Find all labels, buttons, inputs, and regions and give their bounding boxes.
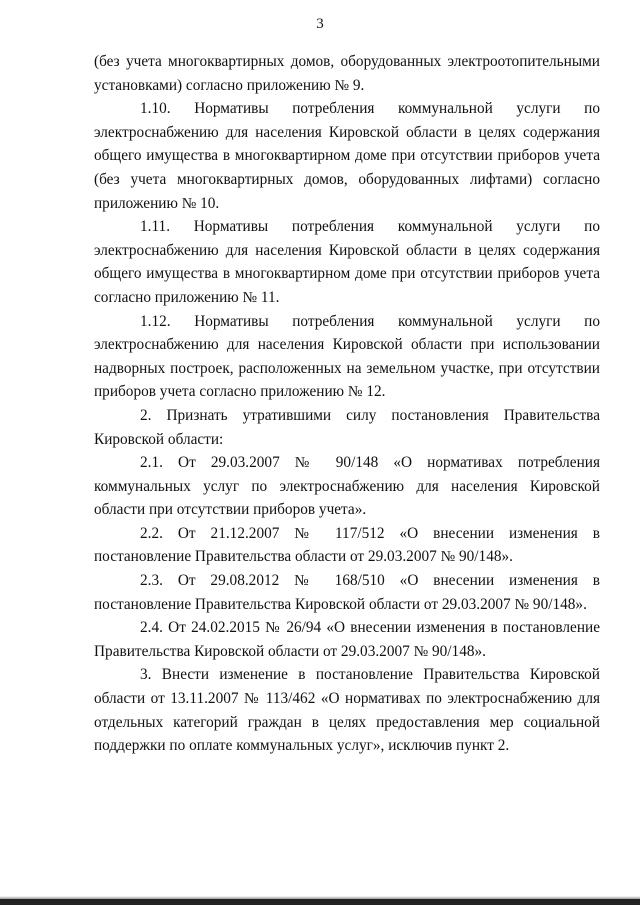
scan-edge bbox=[0, 899, 640, 905]
paragraph-2: 2. Признать утратившими силу постановления Правительства Кировской области: bbox=[94, 406, 600, 448]
paragraph-2-2: 2.2. От 21.12.2007 № 117/512 «О внесении изменения в постановление Правительства области от 29.03.2007 № 90/148». bbox=[94, 524, 600, 566]
paragraph-1-11: 1.11. Нормативы потребления коммунальной услуги по электроснабжению для населения Кировской области в целях содержания общего имущества в многоквартирном доме при отсутствии приборов учета согласно приложению № 11. bbox=[94, 218, 600, 306]
paragraph-1-12: 1.12. Нормативы потребления коммунальной услуги по электроснабжению для населения Кировской области при использовании надворных построек, расположенных на земельном участке, при отсутствии приборов учета согласно приложению № 12. bbox=[94, 312, 600, 401]
document-body bbox=[94, 50, 600, 758]
paragraph-3: 3. Внести изменение в постановление Правительства Кировской области от 13.11.2007 № 113/462 «О нормативах по электроснабжению для отдельных категорий граждан в целях предоставления мер социальной поддержки по оплате коммунальных услуг», исключив пункт 2. bbox=[94, 666, 600, 755]
paragraph-2-1: 2.1. От 29.03.2007 № 90/148 «О нормативах потребления коммунальных услуг по электроснабжению для населения Кировской области при отсутствии приборов учета». bbox=[94, 454, 600, 519]
paragraph-2-4: 2.4. От 24.02.2015 № 26/94 «О внесении изменения в постановление Правительства Кировской области от 29.03.2007 № 90/148». bbox=[94, 619, 600, 660]
paragraph-appendix-9-tail: (без учета многоквартирных домов, оборудованных электроотопительными установками) согласно приложению № 9. bbox=[94, 53, 600, 94]
page-number: 3 bbox=[316, 16, 324, 32]
paragraph-2-3: 2.3. От 29.08.2012 № 168/510 «О внесении изменения в постановление Правительства Кировской области от 29.03.2007 № 90/148». bbox=[94, 572, 600, 613]
paragraph-1-10: 1.10. Нормативы потребления коммунальной услуги по электроснабжению для населения Кировской области в целях содержания общего имущества в многоквартирном доме при отсутствии приборов учета (без учета многоквартирных домов, оборудованных лифтами) согласно приложению № 10. bbox=[94, 100, 600, 212]
